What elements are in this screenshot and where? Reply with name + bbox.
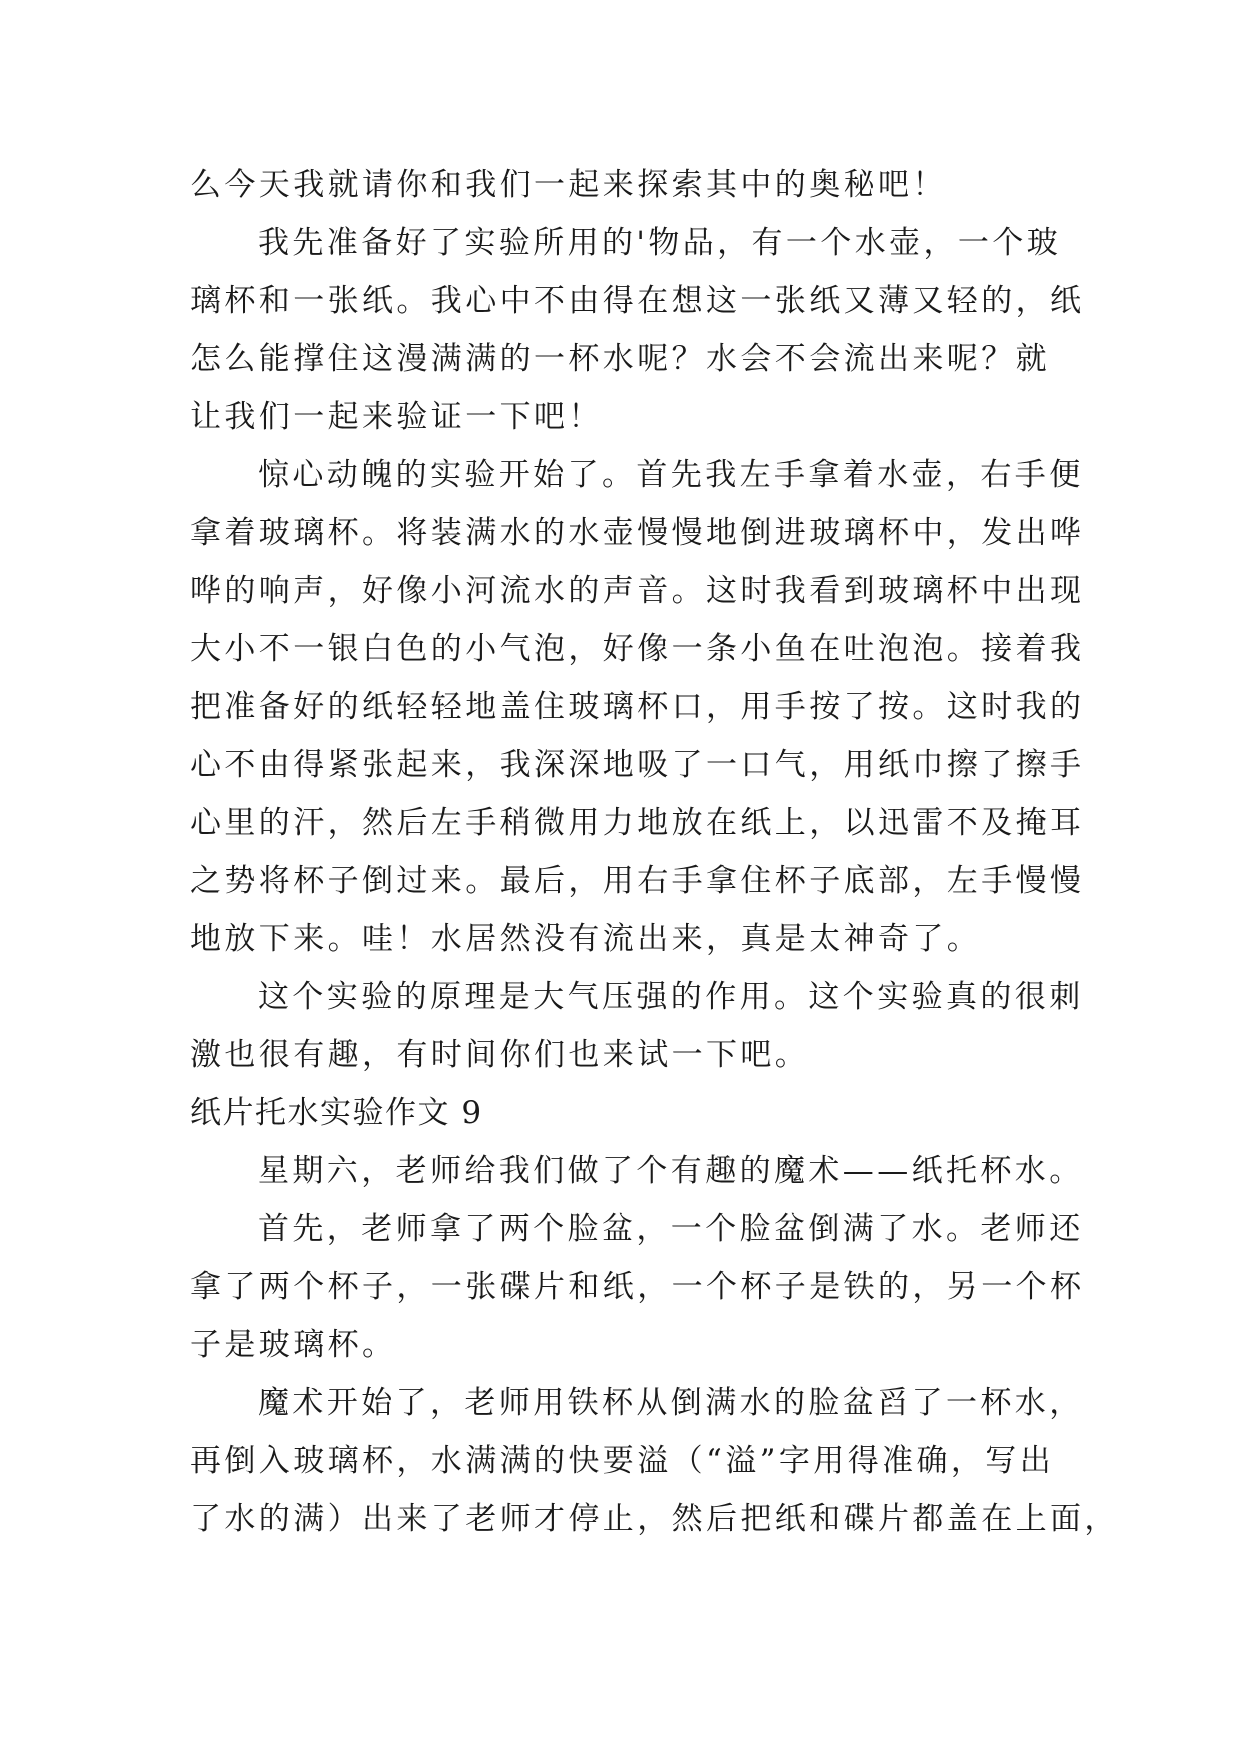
- paragraph-line: 星期六，老师给我们做了个有趣的魔术——纸托杯水。: [258, 1153, 1084, 1189]
- paragraph-line: 地放下来。哇！水居然没有流出来，真是太神奇了。: [190, 921, 982, 957]
- paragraph-line: 把准备好的纸轻轻地盖住玻璃杯口，用手按了按。这时我的: [190, 689, 1085, 725]
- paragraph-line: 子是玻璃杯。: [190, 1327, 397, 1363]
- paragraph-line: 我先准备好了实验所用的'物品，有一个水壶，一个玻: [258, 225, 1062, 261]
- paragraph-line: 拿着玻璃杯。将装满水的水壶慢慢地倒进玻璃杯中，发出哗: [190, 515, 1085, 551]
- paragraph-line: 首先，老师拿了两个脸盆，一个脸盆倒满了水。老师还: [258, 1211, 1084, 1247]
- paragraph-line: 心不由得紧张起来，我深深地吸了一口气，用纸巾擦了擦手: [190, 747, 1085, 783]
- paragraph-line: 拿了两个杯子，一张碟片和纸，一个杯子是铁的，另一个杯: [190, 1269, 1085, 1305]
- paragraph-line: 心里的汗，然后左手稍微用力地放在纸上，以迅雷不及掩耳: [190, 805, 1085, 841]
- paragraph-line: 怎么能撑住这漫满满的一杯水呢？水会不会流出来呢？就: [190, 341, 1050, 377]
- paragraph-line: 让我们一起来验证一下吧！: [190, 399, 603, 435]
- paragraph-line: 大小不一银白色的小气泡，好像一条小鱼在吐泡泡。接着我: [190, 631, 1085, 667]
- section-heading: 纸片托水实验作文 9: [190, 1095, 483, 1131]
- paragraph-line: 再倒入玻璃杯，水满满的快要溢（“溢”字用得准确，写出: [190, 1443, 1055, 1479]
- paragraph-line: 激也很有趣，有时间你们也来试一下吧。: [190, 1037, 810, 1073]
- paragraph-line: 哗的响声，好像小河流水的声音。这时我看到玻璃杯中出现: [190, 573, 1085, 609]
- paragraph-line: 璃杯和一张纸。我心中不由得在想这一张纸又薄又轻的，纸: [190, 283, 1085, 319]
- paragraph-line: 这个实验的原理是大气压强的作用。这个实验真的很刺: [258, 979, 1084, 1015]
- paragraph-line: 魔术开始了，老师用铁杯从倒满水的脸盆舀了一杯水，: [258, 1385, 1084, 1421]
- paragraph-line: 之势将杯子倒过来。最后，用右手拿住杯子底部，左手慢慢: [190, 863, 1085, 899]
- paragraph-line: 惊心动魄的实验开始了。首先我左手拿着水壶，右手便: [258, 457, 1084, 493]
- paragraph-line: 么今天我就请你和我们一起来探索其中的奥秘吧！: [190, 167, 947, 203]
- paragraph-line: 了水的满）出来了老师才停止，然后把纸和碟片都盖在上面，: [190, 1501, 1119, 1537]
